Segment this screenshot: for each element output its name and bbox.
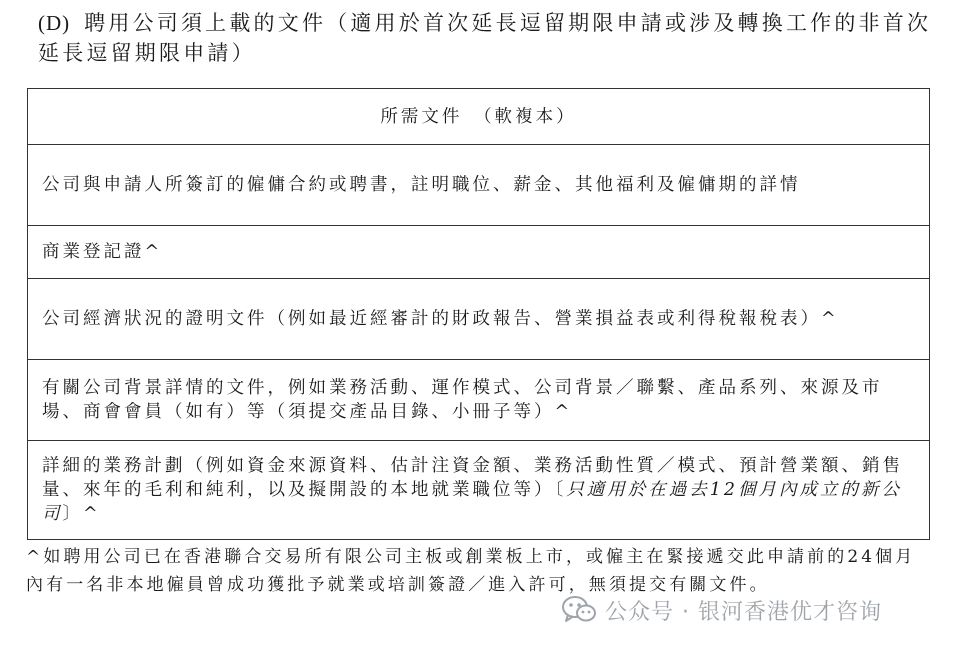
table-row (28, 279, 930, 360)
employment-contract-item: 公司與申請人所簽訂的僱傭合約或聘書，註明職位、薪金、其他福利及僱傭期的詳情 (28, 145, 930, 226)
watermark-text: 公众号 · 银河香港优才咨询 (605, 599, 882, 625)
table-row (28, 226, 930, 279)
table-header-row (28, 89, 930, 145)
company-background-item: 有關公司背景詳情的文件，例如業務活動、運作模式、公司背景／聯繫、產品系列、來源及市場、商會會員（如有）等（須提交產品目錄、小冊子等）^ (28, 360, 930, 441)
section-heading (38, 8, 938, 68)
table-row (28, 441, 930, 540)
business-plan-text: 詳細的業務計劃（例如資金來源資料、估計注資金額、業務活動性質／模式、預計營業額、銷售量、來年的毛利和純利，以及擬開設的本地就業職位等） (42, 456, 903, 500)
business-registration-item: 商業登記證^ (28, 226, 930, 279)
section-label: (D) (38, 11, 71, 35)
table-row (28, 360, 930, 441)
note-open-bracket: 〔 (554, 480, 567, 500)
note-close-bracket: 〕^ (62, 504, 101, 524)
wechat-icon (562, 595, 596, 625)
footnote: ^如聘用公司已在香港聯合交易所有限公司主板或創業板上市，或僱主在緊接遞交此申請前的24個月內有一名非本地僱員曾成功獲批予就業或培訓簽證／進入許可，無須提交有關文件。 (26, 547, 916, 595)
section-title: 聘用公司須上載的文件（適用於首次延長逗留期限申請或涉及轉換工作的非首次延長逗留期限申請） (38, 11, 932, 65)
table-header: 所需文件 （軟複本） (28, 89, 930, 145)
business-plan-item (28, 441, 930, 540)
new-company-note: 只適用於在過去12個月內成立的新公司 (42, 480, 903, 524)
financial-proof-item: 公司經濟狀況的證明文件（例如最近經審計的財政報告、營業損益表或利得稅報稅表）^ (28, 279, 930, 360)
table-row (28, 145, 930, 226)
watermark (562, 590, 882, 630)
required-documents-table (27, 88, 930, 540)
